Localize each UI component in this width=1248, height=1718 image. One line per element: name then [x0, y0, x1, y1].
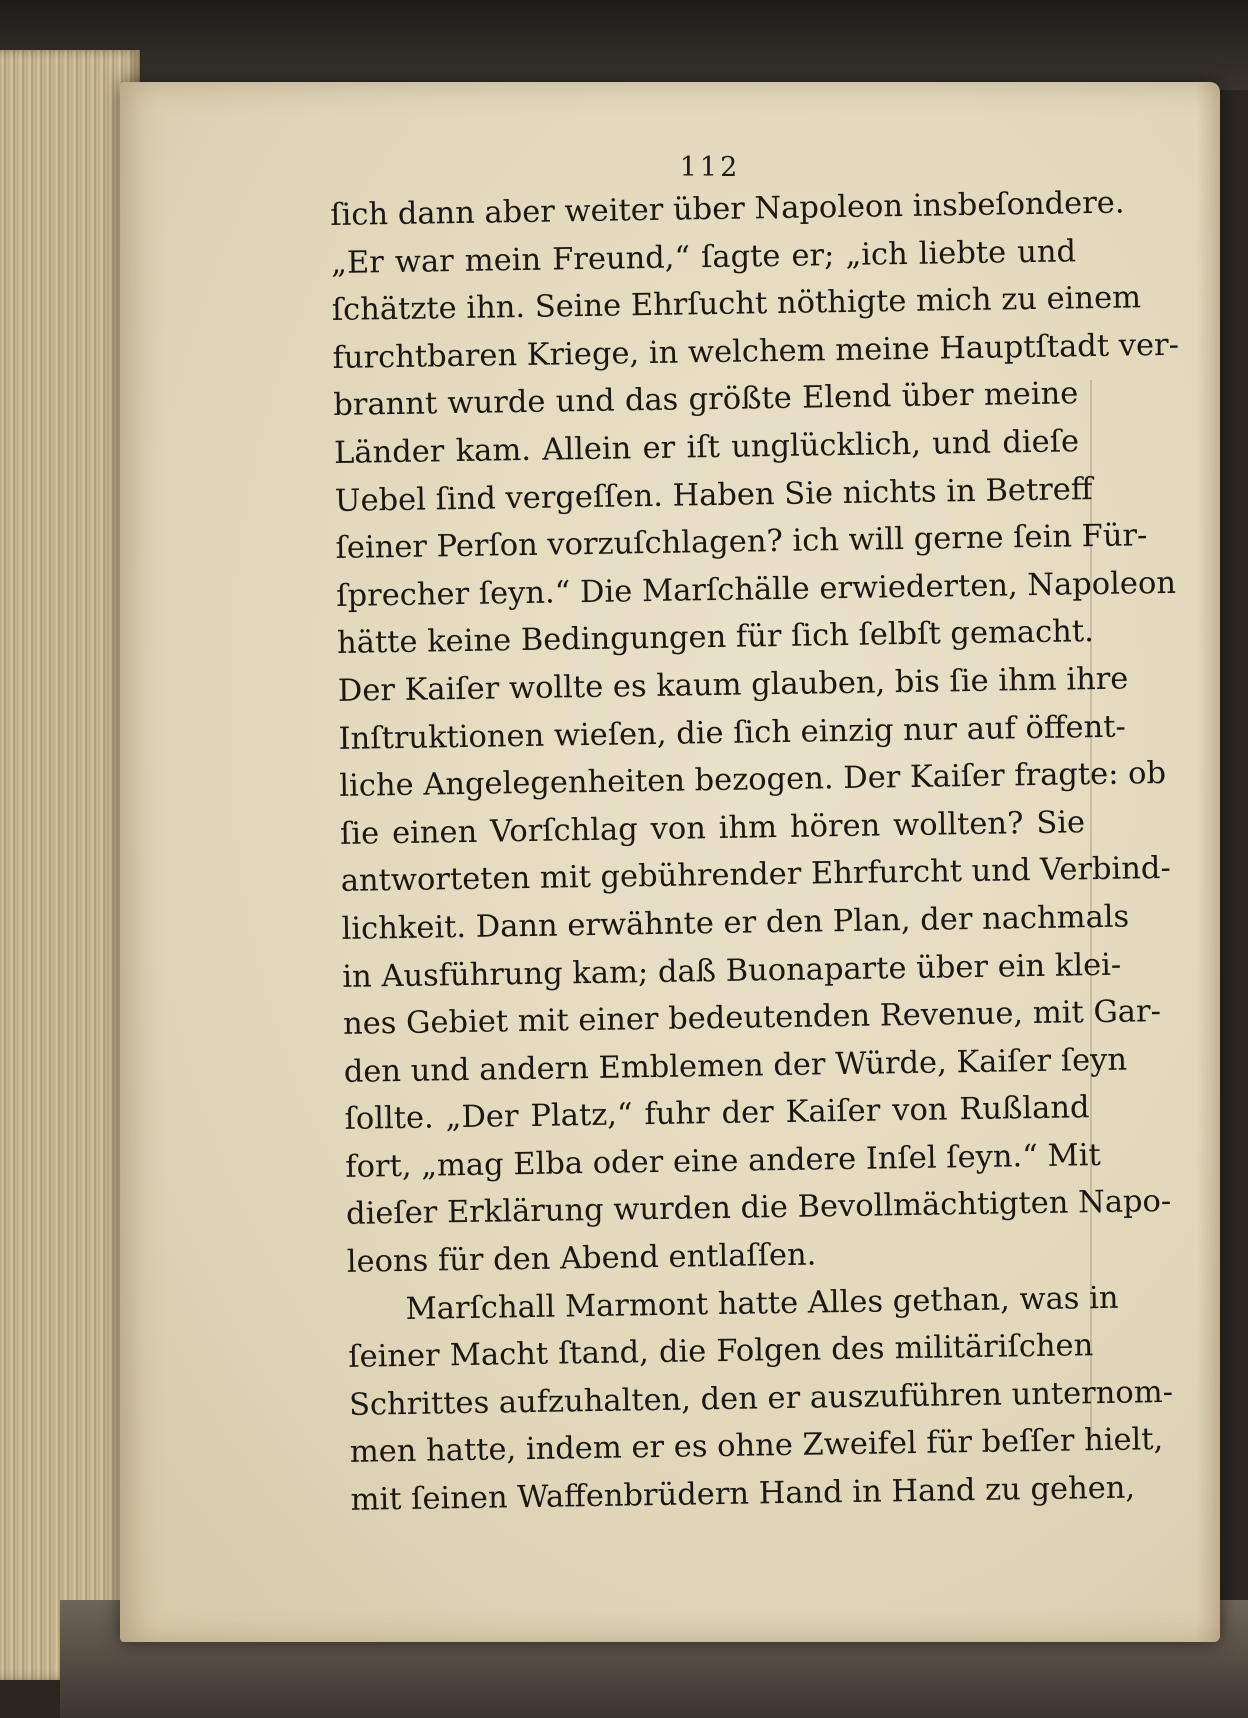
book-cover-top: [0, 0, 1248, 90]
text-line: ſchätzte ihn. Seine Ehrſucht nöthigte mich zu einem: [331, 280, 1142, 329]
text-line: Länder kam. Allein er iſt unglücklich, und dieſe: [333, 424, 1080, 471]
text-line: ſprecher ſeyn.“ Die Marſchälle erwiederten, Napoleon: [336, 565, 1177, 614]
text-line: ſich dann aber weiter über Napoleon insbeſondere.: [330, 185, 1125, 233]
text-line: fort, „mag Elba oder eine andere Inſel ſeyn.“ Mit: [345, 1137, 1101, 1185]
text-line: Der Kaiſer wollte es kaum glauben, bis ſie ihm ihre: [337, 661, 1129, 709]
text-line: antworteten mit gebührender Ehrfurcht und Verbind-: [340, 851, 1172, 900]
text-line-paragraph-end: leons für den Abend entlaſſen.: [346, 1237, 817, 1280]
text-line: Inſtruktionen wieſen, die ſich einzig nur auf öffent-: [338, 709, 1127, 757]
text-line: ſollte. „Der Platz,“ fuhr der Kaiſer von Rußland: [344, 1090, 1090, 1138]
page-edge-shadow: [1196, 82, 1220, 1642]
page-number: 112: [679, 152, 741, 183]
text-line: in Ausführung kam; daß Buonaparte über ein klei-: [342, 947, 1122, 995]
text-line: brannt wurde und das größte Elend über meine: [333, 376, 1079, 424]
text-line: lichkeit. Dann erwähnte er den Plan, der nachmals: [341, 899, 1130, 947]
text-line: nes Gebiet mit einer bedeutenden Revenue, mit Gar-: [342, 994, 1162, 1042]
text-line: den und andern Emblemen der Würde, Kaiſer ſeyn: [343, 1042, 1128, 1090]
text-line: ſeiner Macht ſtand, die Folgen des militäriſchen: [348, 1328, 1094, 1376]
text-line-paragraph-start: Marſchall Marmont hatte Alles gethan, was in: [405, 1280, 1119, 1327]
text-line: men hatte, indem er es ohne Zweifel für beſſer hielt,: [349, 1422, 1164, 1471]
text-line: Schrittes aufzuhalten, den er auszuführen unternom-: [348, 1374, 1174, 1423]
text-line: ſeiner Perſon vorzuſchlagen? ich will gerne ſein Für-: [335, 518, 1148, 567]
text-line: hätte keine Bedingungen für ſich ſelbſt gemacht.: [336, 614, 1095, 662]
text-line: „Er war mein Freund,“ ſagte er; „ich liebte und: [330, 233, 1077, 281]
body-text: [330, 180, 1180, 1524]
text-line: mit ſeinen Waffenbrüdern Hand in Hand zu gehen,: [350, 1470, 1136, 1518]
text-line: dieſer Erklärung wurden die Bevollmächtigten Napo-: [345, 1184, 1172, 1233]
text-line: liche Angelegenheiten bezogen. Der Kaiſer fragte: ob: [339, 756, 1167, 805]
text-line: Uebel ſind vergeſſen. Haben Sie nichts in Betreff: [334, 471, 1093, 519]
text-line: furchtbaren Kriege, in welchem meine Hauptſtadt ver-: [332, 327, 1180, 376]
text-line: ſie einen Vorſchlag von ihm hören wollten? Sie: [339, 804, 1086, 852]
page-stack-left: [0, 50, 140, 1680]
